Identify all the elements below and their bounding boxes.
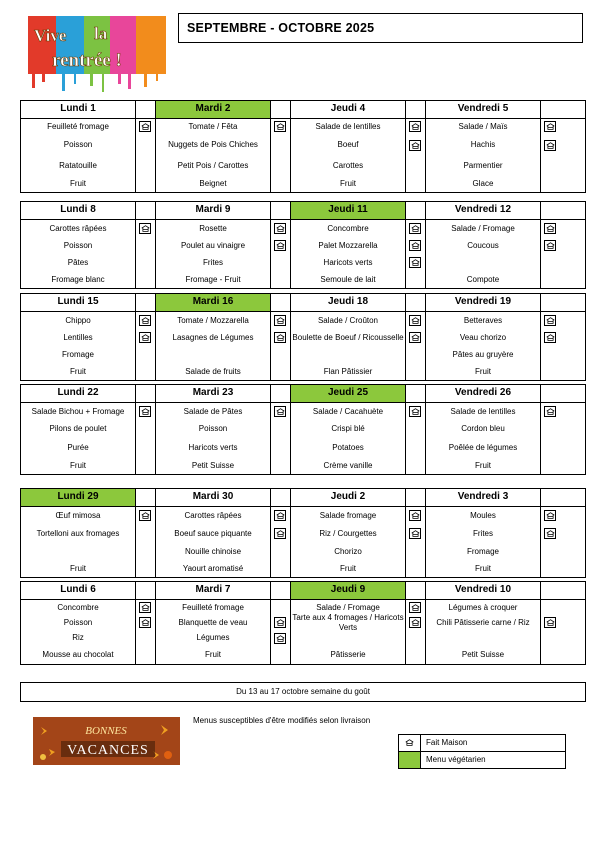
dish-item: Riz [72, 633, 84, 643]
house-icon [139, 617, 151, 628]
dish-item: Salade / Fromage [451, 223, 515, 233]
fait-maison-column [136, 403, 156, 474]
banner-line1: BONNES [85, 725, 127, 737]
icon-column-header [136, 101, 156, 118]
dish-item: Nuggets de Pois Chiches [168, 140, 258, 150]
dish-item: Pâtisserie [330, 650, 366, 660]
dish-item: Frites [473, 528, 493, 538]
menus-note: Menus susceptibles d'être modifiés selon livraison [193, 716, 371, 725]
house-icon [274, 332, 286, 343]
house-icon [409, 510, 421, 521]
day-header: Lundi 15 [21, 294, 136, 311]
day-header: Vendredi 26 [426, 385, 541, 402]
dish-item: Boulette de Boeuf / Ricousselle [292, 332, 404, 342]
dish-item: Fromage - Fruit [185, 274, 241, 284]
legend [398, 734, 566, 769]
dish-item: Salade de lentilles [450, 406, 516, 416]
fait-maison-column [136, 312, 156, 380]
day-menu [291, 119, 406, 192]
house-icon [139, 406, 151, 417]
dish-item: Pâtes au gruyère [452, 349, 514, 359]
dish-item: Crispi blé [331, 423, 365, 433]
fait-maison-column [136, 600, 156, 664]
banner-line2: VACANCES [67, 743, 149, 758]
house-icon [139, 510, 151, 521]
house-icon [409, 406, 421, 417]
dish-item: Chili Pâtisserie carne / Riz [436, 617, 530, 627]
week-table-5 [20, 488, 586, 578]
dish-item: Fruit [70, 461, 86, 471]
taste-week-note: Du 13 au 17 octobre semaine du goût [20, 682, 586, 702]
legend-label-fait-maison: Fait Maison [426, 738, 468, 747]
dish-item: Flan Pâtissier [323, 366, 373, 376]
house-icon [403, 737, 415, 748]
day-menu [156, 507, 271, 577]
dish-item: Carottes râpées [49, 223, 107, 233]
dish-item: Crème vanille [323, 461, 373, 471]
day-header: Vendredi 19 [426, 294, 541, 311]
day-menu [291, 507, 406, 577]
fait-maison-column [136, 119, 156, 192]
house-icon [409, 257, 421, 268]
house-icon [544, 510, 556, 521]
day-menu [21, 507, 136, 577]
dish-item: Tortelloni aux fromages [36, 528, 120, 538]
dish-item: Betteraves [463, 315, 503, 325]
dish-item: Cordon bleu [461, 423, 505, 433]
day-header: Lundi 8 [21, 202, 136, 219]
day-menu [156, 403, 271, 474]
dish-item: Lentilles [63, 332, 93, 342]
legend-house-swatch [399, 735, 421, 751]
day-header: Vendredi 12 [426, 202, 541, 219]
day-header: Jeudi 11 [291, 202, 406, 219]
day-menu [426, 403, 541, 474]
house-icon [409, 602, 421, 613]
week-table-2 [20, 201, 586, 289]
day-menu [426, 600, 541, 664]
svg-text:Vive: Vive [34, 26, 67, 45]
svg-text:rentrée !: rentrée ! [52, 50, 122, 71]
house-icon [274, 121, 286, 132]
dish-item: Poisson [63, 140, 93, 150]
dish-item: Poisson [63, 240, 93, 250]
house-icon [544, 121, 556, 132]
dish-item [21, 543, 135, 560]
dish-item: Salade Bichou + Fromage [31, 406, 125, 416]
dish-item: Salade / Fromage [316, 602, 380, 612]
house-icon [544, 617, 556, 628]
fait-maison-column [271, 600, 291, 664]
fait-maison-column [541, 600, 560, 664]
dish-item: Purée [67, 442, 89, 452]
icon-column-header [406, 582, 426, 599]
house-icon [274, 510, 286, 521]
dish-item: Riz / Courgettes [319, 528, 377, 538]
icon-column-header [136, 385, 156, 402]
dish-item: Tomate / Mozzarella [177, 315, 249, 325]
day-menu [21, 403, 136, 474]
icon-column-header [541, 101, 560, 118]
dish-item: Blanquette de veau [178, 617, 248, 627]
day-header: Mardi 2 [156, 101, 271, 118]
dish-item: Tomate / Fêta [188, 121, 238, 131]
dish-item: Parmentier [463, 160, 503, 170]
fait-maison-column [406, 220, 426, 288]
dish-item: Fruit [340, 178, 356, 188]
house-icon [274, 223, 286, 234]
dish-item: Pâtes [67, 257, 89, 267]
week-header-row [21, 489, 585, 507]
fait-maison-column [271, 403, 291, 474]
dish-item: Haricots verts [188, 442, 238, 452]
day-header: Vendredi 10 [426, 582, 541, 599]
dish-item: Feuilleté fromage [47, 121, 109, 131]
dish-item: Fruit [475, 366, 491, 376]
dish-item [291, 630, 405, 646]
day-header: Lundi 29 [21, 489, 136, 506]
house-icon [544, 240, 556, 251]
dish-item: Veau chorizo [459, 332, 507, 342]
house-icon [274, 315, 286, 326]
week-body-row [21, 220, 585, 288]
fait-maison-column [406, 507, 426, 577]
dish-item: Fromage [466, 546, 499, 556]
day-menu [156, 312, 271, 380]
icon-column-header [541, 582, 560, 599]
icon-column-header [136, 489, 156, 506]
dish-item: Poisson [198, 423, 228, 433]
icon-column-header [271, 582, 291, 599]
day-header: Lundi 1 [21, 101, 136, 118]
icon-column-header [136, 294, 156, 311]
dish-item: Chorizo [334, 546, 362, 556]
dish-item: Concombre [327, 223, 369, 233]
house-icon [139, 315, 151, 326]
legend-row-fait-maison [399, 735, 565, 751]
week-body-row [21, 600, 585, 664]
dish-item: Petit Suisse [461, 650, 505, 660]
house-icon [274, 240, 286, 251]
icon-column-header [541, 202, 560, 219]
icon-column-header [541, 385, 560, 402]
dish-item: Salade / Maïs [458, 121, 508, 131]
day-header: Lundi 6 [21, 582, 136, 599]
icon-column-header [406, 202, 426, 219]
house-icon [274, 633, 286, 644]
house-icon [409, 332, 421, 343]
holiday-banner [33, 717, 180, 765]
dish-item: Œuf mimosa [55, 510, 101, 520]
week-body-row [21, 403, 585, 474]
house-icon [139, 332, 151, 343]
dish-item: Coucous [467, 240, 499, 250]
dish-item: Petit Pois / Carottes [177, 160, 249, 170]
house-icon [544, 223, 556, 234]
house-icon [409, 223, 421, 234]
house-icon [274, 406, 286, 417]
dish-item: Salade de fruits [185, 366, 241, 376]
dish-item: Potatoes [332, 442, 364, 452]
house-icon [544, 406, 556, 417]
house-icon [409, 528, 421, 539]
dish-item: Compote [466, 274, 500, 284]
house-icon [139, 602, 151, 613]
week-body-row [21, 507, 585, 577]
dish-item: Haricots verts [323, 257, 373, 267]
icon-column-header [271, 202, 291, 219]
day-header: Mardi 7 [156, 582, 271, 599]
dish-item: Fruit [475, 461, 491, 471]
dish-item: Fromage [61, 349, 94, 359]
house-icon [544, 528, 556, 539]
house-icon [544, 315, 556, 326]
fait-maison-column [406, 119, 426, 192]
icon-column-header [406, 385, 426, 402]
week-table-6 [20, 581, 586, 665]
icon-column-header [271, 489, 291, 506]
week-header-row [21, 101, 585, 119]
house-icon [409, 121, 421, 132]
dish-item: Fruit [205, 650, 221, 660]
dish-item: Mousse au chocolat [42, 650, 114, 660]
fait-maison-column [541, 220, 560, 288]
house-icon [274, 617, 286, 628]
legend-vegetarian-swatch [399, 752, 421, 768]
house-icon [409, 617, 421, 628]
dish-item: Nouille chinoise [184, 546, 242, 556]
house-icon [274, 528, 286, 539]
icon-column-header [406, 489, 426, 506]
day-menu [426, 507, 541, 577]
dish-item: Glace [472, 178, 494, 188]
fait-maison-column [541, 312, 560, 380]
legend-label-vegetarian: Menu végétarien [426, 755, 486, 764]
dish-item: Petit Suisse [191, 461, 235, 471]
week-table-4 [20, 384, 586, 475]
dish-item: Ratatouille [59, 160, 97, 170]
day-menu [291, 312, 406, 380]
dish-item: Boeuf sauce piquante [174, 528, 252, 538]
dish-item: Fruit [70, 178, 86, 188]
dish-item: Fruit [70, 563, 86, 573]
dish-item: Fruit [340, 563, 356, 573]
house-icon [139, 121, 151, 132]
dish-item: Moules [470, 510, 496, 520]
dish-item: Frites [203, 257, 223, 267]
day-header: Jeudi 4 [291, 101, 406, 118]
day-menu [156, 600, 271, 664]
week-header-row [21, 202, 585, 220]
day-menu [21, 312, 136, 380]
dish-item: Chippo [65, 315, 91, 325]
house-icon [409, 240, 421, 251]
dish-item: Carottes [332, 160, 364, 170]
fait-maison-column [406, 403, 426, 474]
day-header: Mardi 30 [156, 489, 271, 506]
week-body-row [21, 312, 585, 380]
fait-maison-column [541, 403, 560, 474]
day-header: Jeudi 2 [291, 489, 406, 506]
dish-item: Salade fromage [319, 510, 377, 520]
day-menu [291, 403, 406, 474]
day-menu [426, 220, 541, 288]
dish-item: Carottes râpées [184, 510, 242, 520]
dish-item: Rosette [199, 223, 227, 233]
day-header: Mardi 9 [156, 202, 271, 219]
dish-item: Salade / Cacahuète [312, 406, 384, 416]
fait-maison-column [136, 507, 156, 577]
day-header: Mardi 23 [156, 385, 271, 402]
legend-row-vegetarian [399, 751, 565, 768]
day-menu [156, 220, 271, 288]
fait-maison-column [541, 507, 560, 577]
fait-maison-column [406, 600, 426, 664]
house-icon [544, 332, 556, 343]
fait-maison-column [271, 119, 291, 192]
icon-column-header [406, 294, 426, 311]
day-menu [426, 119, 541, 192]
week-body-row [21, 119, 585, 192]
fait-maison-column [271, 220, 291, 288]
dish-item: Salade de lentilles [315, 121, 381, 131]
day-menu [21, 600, 136, 664]
fait-maison-column [406, 312, 426, 380]
dish-item: Hachis [470, 140, 496, 150]
dish-item: Salade / Croûton [317, 315, 379, 325]
dish-item: Poulet au vinaigre [180, 240, 246, 250]
dish-item: Fruit [475, 563, 491, 573]
week-header-row [21, 385, 585, 403]
fait-maison-column [271, 507, 291, 577]
rentree-logo [28, 14, 166, 94]
dish-item: Salade de Pâtes [183, 406, 243, 416]
day-header: Vendredi 5 [426, 101, 541, 118]
week-header-row [21, 582, 585, 600]
day-header: Jeudi 9 [291, 582, 406, 599]
dish-item: Beignet [199, 178, 227, 188]
fait-maison-column [271, 312, 291, 380]
dish-item [291, 346, 405, 363]
svg-text:la: la [94, 24, 108, 43]
dish-item: Poêlée de légumes [448, 442, 518, 452]
icon-column-header [541, 489, 560, 506]
icon-column-header [271, 294, 291, 311]
dish-item: Yaourt aromatisé [182, 563, 244, 573]
day-menu [156, 119, 271, 192]
week-header-row [21, 294, 585, 312]
dish-item: Feuilleté fromage [182, 602, 244, 612]
dish-item: Légumes à croquer [448, 602, 518, 612]
day-header: Lundi 22 [21, 385, 136, 402]
icon-column-header [136, 202, 156, 219]
dish-item: Pilons de poulet [49, 423, 107, 433]
dish-item: Semoule de lait [320, 274, 376, 284]
dish-item: Boeuf [337, 140, 359, 150]
day-menu [21, 220, 136, 288]
dish-item [426, 630, 540, 646]
dish-item: Fruit [70, 366, 86, 376]
icon-column-header [136, 582, 156, 599]
dish-item [426, 254, 540, 271]
day-header: Vendredi 3 [426, 489, 541, 506]
house-icon [409, 140, 421, 151]
icon-column-header [406, 101, 426, 118]
dish-item: Palet Mozzarella [318, 240, 378, 250]
house-icon [139, 223, 151, 234]
dish-item: Lasagnes de Légumes [172, 332, 254, 342]
icon-column-header [271, 101, 291, 118]
dish-item: Poisson [63, 617, 93, 627]
day-header: Mardi 16 [156, 294, 271, 311]
house-icon [544, 140, 556, 151]
icon-column-header [271, 385, 291, 402]
fait-maison-column [541, 119, 560, 192]
day-menu [21, 119, 136, 192]
dish-item: Tarte aux 4 fromages / Haricots Verts [292, 613, 404, 632]
fait-maison-column [136, 220, 156, 288]
day-menu [291, 600, 406, 664]
day-header: Jeudi 25 [291, 385, 406, 402]
house-icon [409, 315, 421, 326]
dish-item: Légumes [196, 633, 230, 643]
icon-column-header [541, 294, 560, 311]
day-menu [426, 312, 541, 380]
week-table-1 [20, 100, 586, 193]
dish-item [156, 346, 270, 363]
dish-item: Fromage blanc [51, 274, 105, 284]
dish-item: Concombre [57, 602, 99, 612]
page-title: SEPTEMBRE - OCTOBRE 2025 [178, 13, 583, 43]
day-menu [291, 220, 406, 288]
week-table-3 [20, 293, 586, 381]
day-header: Jeudi 18 [291, 294, 406, 311]
